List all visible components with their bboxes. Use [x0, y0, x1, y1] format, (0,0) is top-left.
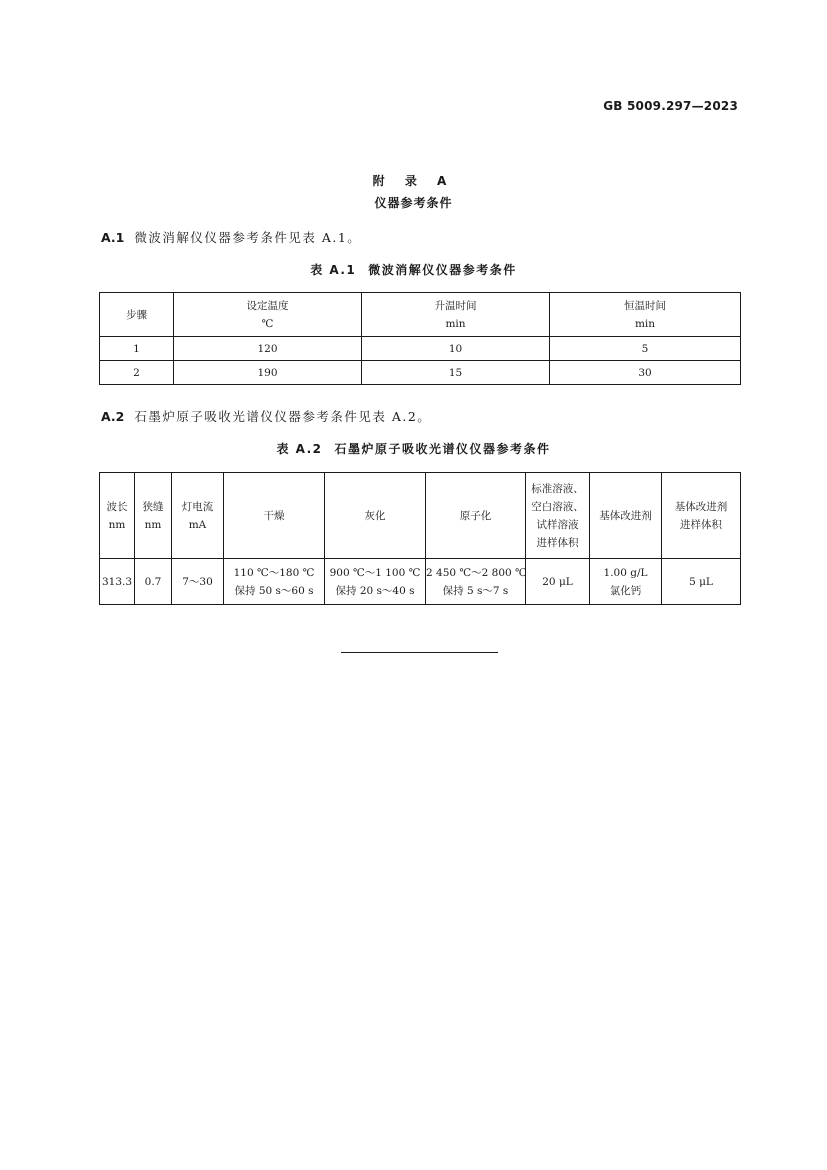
cell-ash-temp: 900 ℃～1 100 ℃: [329, 566, 421, 579]
header-injection-volume: [526, 473, 590, 559]
cell-step: 2: [100, 361, 174, 385]
header-modifier-volume: [662, 473, 741, 559]
clause-a1-number: A.1: [101, 230, 125, 245]
header-temp-label: 设定温度: [246, 299, 289, 312]
clause-a2: [101, 407, 431, 425]
clause-a1: [101, 228, 361, 246]
table-a1-caption-number: 表 A.1: [310, 263, 357, 277]
cell-atomize-hold: 保持 5 s～7 s: [442, 584, 509, 597]
appendix-title: 仪器参考条件: [374, 196, 453, 210]
clause-a1-text: 微波消解仪仪器参考条件见表 A.1。: [134, 230, 362, 245]
table-a1-caption: [0, 261, 827, 278]
cell-slit: 0.7: [135, 559, 172, 605]
header-ramp: [362, 293, 550, 337]
table-a2-header-row: [100, 473, 741, 559]
cell-ramp: 10: [362, 337, 550, 361]
header-lamp-label: 灯电流: [181, 500, 214, 513]
header-lamp: [172, 473, 224, 559]
table-a2-caption-title: 石墨炉原子吸收光谱仪仪器参考条件: [334, 442, 551, 456]
header-slit-label: 狭缝: [142, 500, 164, 513]
header-slit-unit: nm: [144, 518, 162, 531]
header-injection-line3: 试样溶液: [536, 518, 579, 531]
cell-modifier-name: 氯化钙: [609, 584, 642, 597]
cell-modifier: [590, 559, 662, 605]
header-injection-line4: 进样体积: [536, 536, 579, 549]
header-lamp-unit: mA: [188, 518, 207, 531]
cell-atomize: [426, 559, 526, 605]
header-injection-line1: 标准溶液、: [531, 482, 584, 495]
header-injection-line2: 空白溶液、: [531, 500, 584, 513]
cell-modifier-concentration: 1.00 g/L: [603, 566, 648, 579]
table-row: [100, 337, 741, 361]
cell-hold: 30: [550, 361, 741, 385]
appendix-label: 附 录 A: [372, 174, 455, 188]
cell-dry: [224, 559, 325, 605]
cell-atomize-temp: 2 450 ℃～2 800 ℃: [426, 566, 527, 579]
cell-dry-temp: 110 ℃～180 ℃: [233, 566, 315, 579]
header-dry: 干燥: [224, 473, 325, 559]
cell-injection-volume: 20 μL: [526, 559, 590, 605]
header-modifier-volume-line2: 进样体积: [680, 518, 722, 531]
table-row: [100, 559, 741, 605]
cell-temp: 190: [174, 361, 362, 385]
cell-step: 1: [100, 337, 174, 361]
cell-hold: 5: [550, 337, 741, 361]
header-ramp-unit: min: [445, 317, 466, 330]
header-wavelength-unit: nm: [108, 518, 126, 531]
cell-ash: [325, 559, 426, 605]
table-a1: [99, 292, 741, 385]
header-temp: [174, 293, 362, 337]
end-rule: [341, 652, 498, 653]
header-modifier-volume-line1: 基体改进剂: [674, 500, 728, 513]
header-hold: [550, 293, 741, 337]
table-a1-header-row: [100, 293, 741, 337]
cell-temp: 120: [174, 337, 362, 361]
table-a2-caption: [0, 440, 827, 457]
header-modifier: 基体改进剂: [590, 473, 662, 559]
clause-a2-number: A.2: [101, 409, 125, 424]
cell-ash-hold: 保持 20 s～40 s: [335, 584, 415, 597]
cell-ramp: 15: [362, 361, 550, 385]
cell-wavelength: 313.3: [100, 559, 135, 605]
header-wavelength-label: 波长: [106, 500, 128, 513]
clause-a2-text: 石墨炉原子吸收光谱仪仪器参考条件见表 A.2。: [134, 409, 432, 424]
header-ash: 灰化: [325, 473, 426, 559]
header-wavelength: [100, 473, 135, 559]
table-row: [100, 361, 741, 385]
standard-number: GB 5009.297—2023: [603, 99, 738, 113]
table-a1-caption-title: 微波消解仪仪器参考条件: [368, 263, 517, 277]
table-a2-caption-number: 表 A.2: [276, 442, 323, 456]
header-slit: [135, 473, 172, 559]
table-a2: [99, 472, 741, 605]
header-hold-label: 恒温时间: [624, 299, 666, 312]
header-ramp-label: 升温时间: [434, 299, 477, 312]
cell-dry-hold: 保持 50 s～60 s: [234, 584, 314, 597]
header-step: 步骤: [100, 293, 174, 337]
header-hold-unit: min: [634, 317, 656, 330]
cell-lamp: 7～30: [172, 559, 224, 605]
cell-modifier-volume: 5 μL: [662, 559, 741, 605]
header-atomize: 原子化: [426, 473, 526, 559]
header-temp-unit: ℃: [261, 317, 274, 330]
